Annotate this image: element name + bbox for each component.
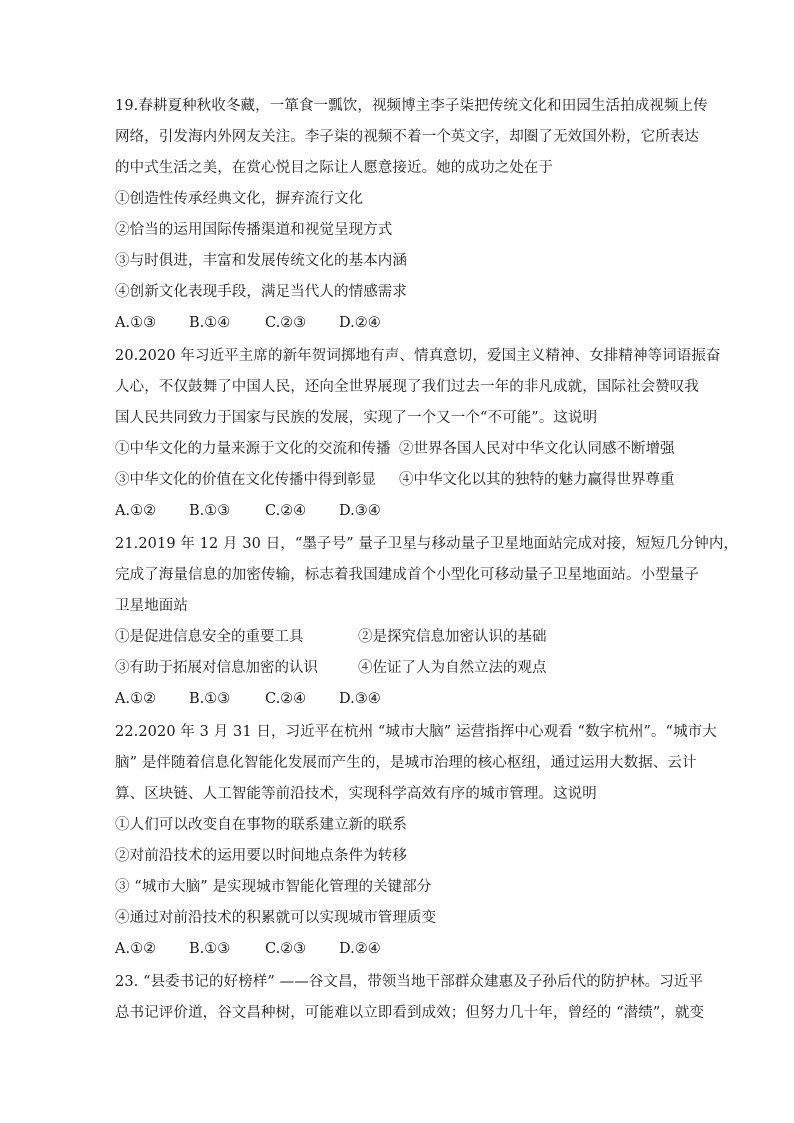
q19-item-1: ①创造性传承经典文化，摒弃流行文化 — [115, 191, 364, 207]
q19-option-c: C.②③ — [265, 315, 307, 331]
q22-option-b: B.①③ — [189, 941, 231, 957]
q20-item-3: ③中华文化的价值在文化传播中得到彰显 — [115, 472, 376, 488]
q23-line-2: 总书记评价道，谷文昌种树，可能难以立即看到成效；但努力几十年，曾经的 “潜绩”，就变 — [115, 1005, 705, 1021]
q21-item-2: ②是探究信息加密认识的基础 — [358, 629, 547, 645]
q19-option-d: D.②④ — [339, 315, 381, 331]
q19-item-3: ③与时俱进，丰富和发展传统文化的基本内涵 — [115, 253, 407, 269]
q19-option-a: A.①③ — [115, 315, 157, 331]
q22-item-1: ①人们可以改变自在事物的联系建立新的联系 — [115, 817, 407, 833]
q21-line-3: 卫星地面站 — [115, 598, 188, 614]
q19-item-2: ②恰当的运用国际传播渠道和视觉呈现方式 — [115, 222, 393, 238]
q20-line-3: 国人民共同致力于国家与民族的发展，实现了一个又一个“不可能”。这说明 — [115, 410, 598, 426]
q20-items-row-2 — [115, 470, 675, 490]
q22-option-d: D.②④ — [339, 941, 381, 957]
q22-line-2: 脑” 是伴随着信息化智能化发展而产生的，是城市治理的核心枢纽，通过运用大数据、云计 — [115, 755, 697, 771]
q20-options — [115, 501, 381, 521]
q22-item-2: ②对前沿技术的运用要以时间地点条件为转移 — [115, 848, 407, 864]
q19-options — [115, 313, 381, 333]
q23-line-1: 23. “县委书记的好榜样” ——谷文昌，带领当地干部群众建惠及子孙后代的防护林。习近平 — [115, 974, 704, 990]
q21-item-1: ①是促进信息安全的重要工具 — [115, 629, 304, 645]
q21-options — [115, 689, 381, 709]
q20-items-row-1 — [115, 439, 675, 459]
q20-item-4: ④中华文化以其的独特的魅力赢得世界尊重 — [399, 472, 675, 488]
q20-option-c: C.②④ — [265, 503, 307, 519]
q21-item-4: ④佐证了人为自然立法的观点 — [358, 660, 547, 676]
q20-item-2: ②世界各国人民对中华文化认同感不断增强 — [399, 441, 675, 457]
q21-item-3: ③有助于拓展对信息加密的认识 — [115, 660, 318, 676]
q21-items-row-1 — [115, 627, 547, 647]
q20-line-2: 人心，不仅鼓舞了中国人民，还向全世界展现了我们过去一年的非凡成就，国际社会赞叹我 — [115, 379, 699, 395]
q21-line-1: 21.2019 年 12 月 30 日，“墨子号” 量子卫星与移动量子卫星地面站完成对接，短短几分钟内， — [115, 536, 739, 552]
q22-option-c: C.②③ — [265, 941, 307, 957]
q22-line-3: 算、区块链、人工智能等前沿技术，实现科学高效有序的城市管理。这说明 — [115, 786, 597, 802]
q20-option-b: B.①③ — [189, 503, 231, 519]
q21-option-a: A.①② — [115, 691, 157, 707]
q22-line-1: 22.2020 年 3 月 31 日，习近平在杭州 “城市大脑” 运营指挥中心观看 “数字杭州”。“城市大 — [115, 724, 717, 740]
q19-item-4: ④创新文化表现手段，满足当代人的情感需求 — [115, 284, 407, 300]
q20-line-1: 20.2020 年习近平主席的新年贺词掷地有声、情真意切，爱国主义精神、女排精神等词语振奋 — [115, 348, 721, 364]
q19-line-1: 19.春耕夏种秋收冬藏，一箪食一瓢饮，视频博主李子柒把传统文化和田园生活拍成视频上传 — [115, 98, 708, 114]
q22-option-a: A.①② — [115, 941, 157, 957]
q20-option-d: D.③④ — [339, 503, 381, 519]
q19-line-3: 的中式生活之美，在赏心悦目之际让人愿意接近。她的成功之处在于 — [115, 160, 553, 176]
q19-option-b: B.①④ — [189, 315, 231, 331]
q20-option-a: A.①② — [115, 503, 157, 519]
q21-items-row-2 — [115, 658, 547, 678]
q21-option-b: B.①③ — [189, 691, 231, 707]
q22-options — [115, 939, 381, 959]
q22-item-4: ④通过对前沿技术的积累就可以实现城市管理质变 — [115, 910, 437, 926]
q20-item-1: ①中华文化的力量来源于文化的交流和传播 — [115, 441, 391, 457]
q21-option-d: D.③④ — [339, 691, 381, 707]
q22-item-3: ③ “城市大脑” 是实现城市智能化管理的关键部分 — [115, 879, 432, 895]
q19-line-2: 网络，引发海内外网友关注。李子柒的视频不着一个英文字，却圈了无效国外粉，它所表达 — [115, 129, 699, 145]
q21-option-c: C.②④ — [265, 691, 307, 707]
q21-line-2: 完成了海量信息的加密传输，标志着我国建成首个小型化可移动量子卫星地面站。小型量子 — [115, 567, 699, 583]
